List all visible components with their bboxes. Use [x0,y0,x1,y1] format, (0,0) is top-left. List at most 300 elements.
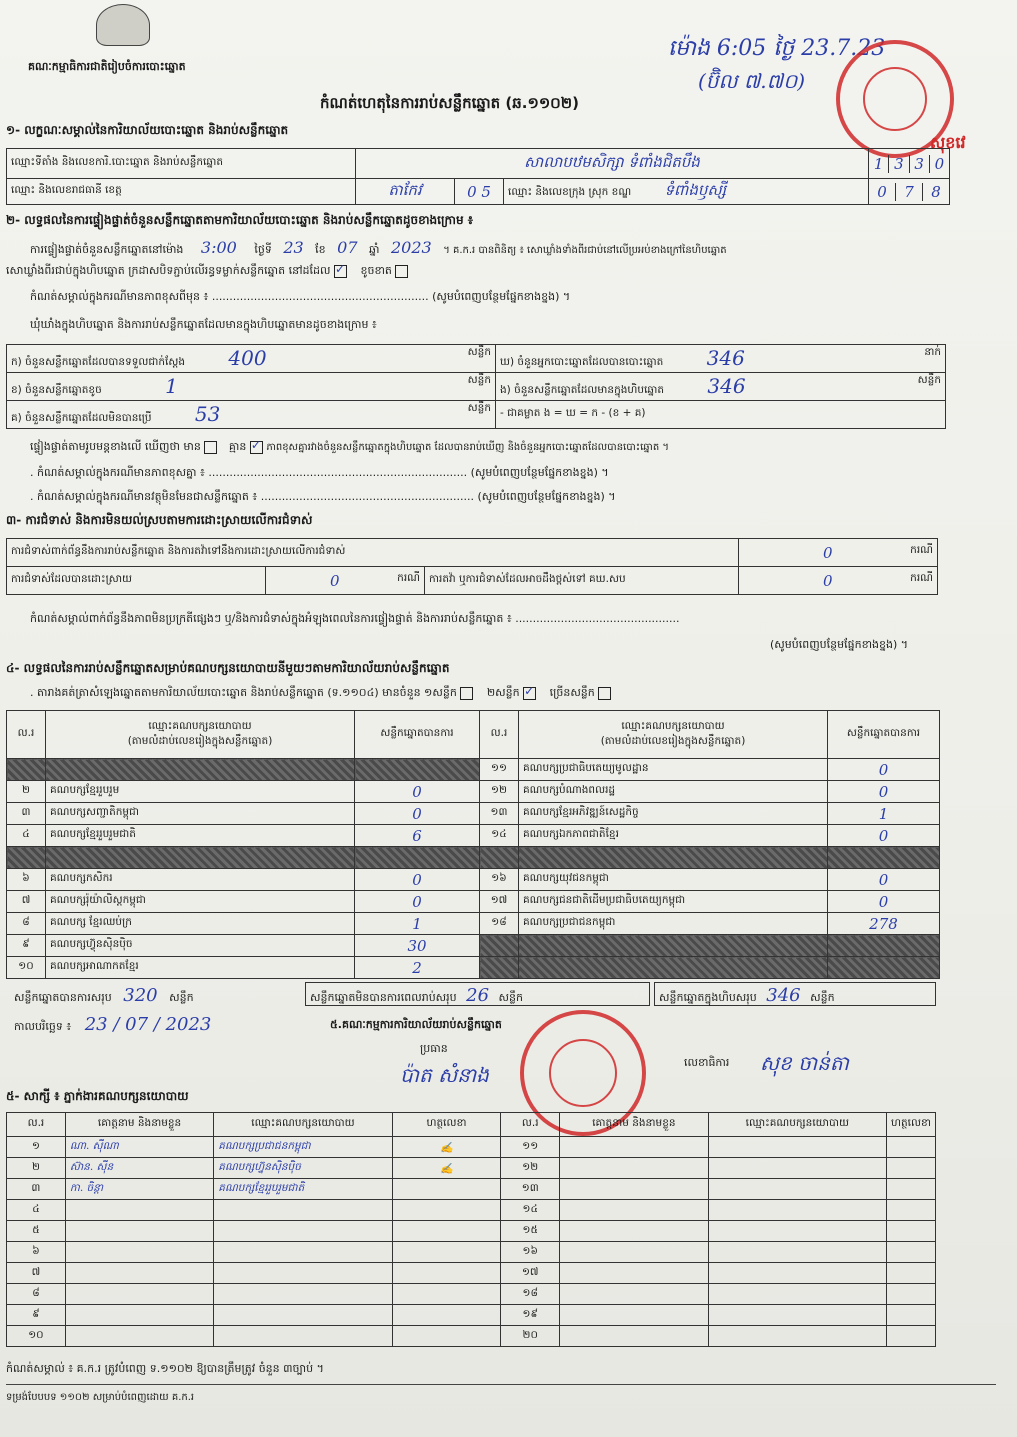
table-row [7,1284,936,1305]
witness-no-cell: ៦ [7,1242,66,1263]
text: កាលបរិច្ឆេទ ៖ [14,1020,72,1033]
party-votes-cell: 0 [828,781,940,803]
counts-table [6,344,946,429]
party-no-cell: ៧ [7,891,46,913]
text: ឃ) ចំនួនអ្នកបោះឆ្នោតដែលបានបោះឆ្នោត [500,356,664,368]
witness-empty-cell [887,1284,936,1305]
witness-name-cell [65,1305,213,1326]
text: ច្រើនសន្លឹក [549,686,595,699]
province-value: តាកែវ [356,179,455,205]
table-row [7,1179,936,1200]
code-digit: 0 [934,154,945,173]
witness-empty-cell [560,1263,708,1284]
party-votes-cell: 0 [355,891,480,913]
party-party-cell: គណបក្សអាណាកតខ្មែរ [46,957,355,979]
party-no-cell: ១៣ [480,803,519,825]
witness-party-cell [214,1200,392,1221]
stamp-label: សុខវេ [930,133,966,152]
text: សោឃ្លាំងពីរជាប់ក្នុងហិបឆ្នោត ក្រដាសបិទភ្ជាប់លើរន្ធទម្លាក់សន្លឹកឆ្នោត នៅដដែល [6,264,331,277]
witness-sign-cell [392,1179,501,1200]
many-sheets-checkbox[interactable] [598,687,611,700]
party-votes-cell [828,957,940,979]
text: សន្លឹក [169,991,194,1004]
text: ២សន្លឹក [486,686,520,699]
party-party-cell: គណបក្សបំណាងពលរដ្ឋ [519,781,828,803]
text: ករណី [910,543,933,556]
committee-label: ៥.គណៈកម្មការការិយាល័យរាប់សន្លឹកឆ្នោត [330,1018,502,1031]
witness-name-cell [65,1242,213,1263]
party-no-cell [7,759,46,781]
invalid-box [305,982,650,1006]
witness-empty-cell [560,1221,708,1242]
table-row [7,759,940,781]
party-no-cell: ៩ [7,935,46,957]
text: គ) ចំនួនសន្លឹកឆ្នោតដែលមិនបានប្រើ [11,412,152,424]
handwritten-note: (ប៊ិល ៧.៧០) [698,69,806,93]
col-party [46,711,355,759]
witness-no2-cell: ១៤ [501,1200,560,1221]
text: សន្លឹក [467,374,491,386]
witness-no-cell: ៧ [7,1263,66,1284]
code-digit: 0 [869,183,896,201]
table-row [7,1158,936,1179]
section1-heading: ១- លក្ខណៈសម្គាល់នៃការិយាល័យបោះឆ្នោត និងរាប់សន្លឹកឆ្នោត [6,123,289,137]
witness-sign-cell [392,1242,501,1263]
witness-empty-cell [887,1179,936,1200]
objections-table [6,538,938,595]
party-no-cell: ១០ [7,957,46,979]
code-digit: 7 [896,183,923,201]
party-no-cell [480,935,519,957]
party-party-cell [46,759,355,781]
party-party-cell: គណបក្សហ៊្វុនស៊ិនប៉ិច [46,935,355,957]
count-a [7,345,496,373]
table-row [7,1200,936,1221]
party-party-cell [46,847,355,869]
party-no-cell: ៣ [7,803,46,825]
witness-table [6,1112,936,1347]
emblem-icon [96,4,150,46]
party-party-cell: គណបក្សប្រជាធិបតេយ្យមូលដ្ឋាន [519,759,828,781]
box-total-value: 346 [766,985,801,1006]
text: សន្លឹក [810,991,835,1004]
e-value: 346 [707,374,746,398]
appeal-value: 0 [823,571,833,590]
text: ខូចខាត [360,264,392,277]
date-line [14,1014,211,1036]
party-no-cell: ១៨ [480,913,519,935]
party-no-cell [7,847,46,869]
witness-empty-cell [887,1200,936,1221]
witness-empty-cell [560,1200,708,1221]
witness-empty-cell [887,1305,936,1326]
objection-label: ការជំទាស់ពាក់ព័ន្ធនឹងការរាប់សន្លឹកឆ្នោត និងការតវ៉ាទៅនឹងការដោះស្រាយលើការជំទាស់ [7,539,739,567]
party-no-cell: ១២ [480,781,519,803]
party-votes-cell [355,847,480,869]
party-votes-cell: 30 [355,935,480,957]
witness-name-cell: ណា. ស៊ីណា [65,1137,213,1158]
objection-count [739,539,938,567]
text: (តាមលំដាប់លេខរៀងក្នុងសន្លឹកឆ្នោត) [127,734,273,747]
text: ក) ចំនួនសន្លឹកឆ្នោតដែលបានទទួលជាក់ស្តែង [11,356,186,368]
party-no-cell: ៦ [7,869,46,891]
party-party-cell: គណបក្សខ្មែររួបរួមជាតិ [46,825,355,847]
commission-name: គណៈកម្មាធិការជាតិរៀបចំការបោះឆ្នោត [28,60,186,73]
month-value: 07 [337,238,358,257]
count-e [496,373,946,401]
party-party-cell: គណបក្សខ្មែរអភិវឌ្ឍន៍សេដ្ឋកិច្ច [519,803,828,825]
text: ករណី [397,571,420,584]
party-party-cell: គណបក្សប្រជាជនកម្ពុជា [519,913,828,935]
witness-empty-cell [708,1263,886,1284]
party-votes-cell: 6 [355,825,480,847]
witness-no2-cell: ១៩ [501,1305,560,1326]
text: សន្លឹក [467,346,491,358]
party-no-cell: ១៦ [480,869,519,891]
table-row [7,803,940,825]
party-no-cell: ២ [7,781,46,803]
text: ង) ចំនួនសន្លឹកឆ្នោតដែលមានក្នុងហិបឆ្នោត [500,384,665,396]
chair-label: ប្រធាន [420,1042,448,1055]
text: . តារាងគត់ត្រាសំឡេងឆ្នោតតាមការិយាល័យបោះឆ្នោត និងរាប់សន្លឹកឆ្នោត (ទ.១១០៤) មានចំនួន ១សន្លឹក [30,686,457,699]
witness-party-cell [214,1326,392,1347]
witness-no2-cell: ១៣ [501,1179,560,1200]
party-votes-cell [828,847,940,869]
day-value: 23 [283,238,304,257]
text: ថ្ងៃទី [254,243,272,256]
party-party-cell [519,935,828,957]
witness-no-cell: ៩ [7,1305,66,1326]
tally-sheet-line [30,686,611,702]
witness-party-cell: គណបក្សខ្មែររួបរួមជាតិ [214,1179,392,1200]
code-digit: 3 [889,155,909,173]
col-no: ល.រ [480,711,519,759]
form-footer: ទម្រង់បែបបទ ១១០២ សម្រាប់បំពេញដោយ គ.ក.រ [6,1392,195,1403]
witness-no2-cell: ១២ [501,1158,560,1179]
has-difference-checkbox[interactable] [204,441,217,454]
witness-no2-cell: ២០ [501,1326,560,1347]
col-sign: ហត្ថលេខា [887,1113,936,1137]
witness-name-cell: ស៊ាន. ស៊ីន [65,1158,213,1179]
witness-sign-cell [392,1263,501,1284]
text: ឈ្មោះគណបក្សនយោបាយ [621,719,725,732]
table-row [7,1137,936,1158]
table-row [7,913,940,935]
commune-cell [504,179,869,205]
commune-code [869,179,950,205]
witness-party-cell: គណបក្សប្រជាជនកម្ពុជា [214,1137,392,1158]
witness-party-cell [214,1221,392,1242]
witness-sign-cell: ✍ [392,1137,501,1158]
totals-line [14,985,194,1007]
party-results-table [6,710,940,979]
party-votes-cell: 1 [828,803,940,825]
formula: - ជាគម្លាត ង = ឃ = ក - (ខ + គ) [496,401,946,429]
witness-empty-cell [708,1221,886,1242]
witness-name-cell: កា. ចិន្តា [65,1179,213,1200]
footnote: កំណត់សម្គាល់ ៖ គ.ក.រ ត្រូវបំពេញ ទ.១១០២ ឱ្យបានត្រឹមត្រូវ ចំនួន ៣ច្បាប់ ។ [6,1362,324,1375]
text: ភាពខុសគ្នារវាងចំនួនសន្លឹកឆ្នោតក្នុងហិបឆ្នោត ដែលបានរាប់ឃើញ និងចំនួនអ្នកបោះឆ្នោតដែលបានបោះឆ្នោត ។ [266,442,669,453]
witness-sign-cell [392,1200,501,1221]
party-votes-cell: 2 [355,957,480,979]
table-row [7,957,940,979]
text: សន្លឹក [467,402,491,414]
witness-no-cell: ២ [7,1158,66,1179]
witness-party-cell [214,1263,392,1284]
col-votes: សន្លឹកឆ្នោតបានការ [828,711,940,759]
witness-no-cell: ១ [7,1137,66,1158]
witness-empty-cell [560,1137,708,1158]
witness-empty-cell [708,1284,886,1305]
party-party-cell: គណបក្ស ខ្មែរឈប់ក្រ [46,913,355,935]
col-party [519,711,828,759]
location-value: សាលាបឋមសិក្សា ទំពាំងជិតបឹង [356,149,869,179]
party-party-cell: គណបក្សកសិករ [46,869,355,891]
witness-sign-cell: ✍ [392,1158,501,1179]
col-votes: សន្លឹកឆ្នោតបានការ [355,711,480,759]
seal-line [6,264,408,280]
appeal-label: ការតវ៉ា ឬការជំទាស់ដែលអាចដឹងថ្ពស់ទៅ គឃ.សប [425,567,739,595]
witness-empty-cell [887,1137,936,1158]
location-code [869,149,950,179]
seal-note: កំណត់សម្គាល់ក្នុងករណីមានភាពខុសពីមុន ៖ .............................................................. (សូមបំពេញបន្ថែមផ្នែកខាងខ្នង) ។ [30,290,571,303]
witness-empty-cell [708,1200,886,1221]
col-no: ល.រ [7,1113,66,1137]
witness-no-cell: ៣ [7,1179,66,1200]
party-no-cell: ៨ [7,913,46,935]
party-votes-cell: 0 [828,759,940,781]
witness-no2-cell: ១៥ [501,1221,560,1242]
section2-heading: ២- លទ្ធផលនៃការផ្ទៀងផ្ទាត់ចំនួនសន្លឹកឆ្នោតតាមការិយាល័យបោះឆ្នោត និងរាប់សន្លឹកឆ្នោតដូចខាងក្រោម ៖ [6,213,474,227]
c-value: 53 [194,402,221,426]
party-votes-cell: 0 [355,869,480,891]
date-value: 23 / 07 / 2023 [84,1014,212,1035]
col-party: ឈ្មោះគណបក្សនយោបាយ [214,1113,392,1137]
witness-empty-cell [560,1242,708,1263]
text: សន្លឹកឆ្នោតបានការសរុប [14,991,112,1004]
witness-empty-cell [560,1326,708,1347]
col-sign: ហត្ថលេខា [392,1113,501,1137]
table-row [7,1326,936,1347]
province-label: ឈ្មោះ និងលេខរាជធានី ខេត្ត [7,179,356,205]
party-no-cell: ៤ [7,825,46,847]
year-value: 2023 [391,238,432,257]
witness-no-cell: ៤ [7,1200,66,1221]
secretary-signature: សុខ ចាន់តា [760,1051,849,1075]
invalid-total: 26 [466,985,490,1006]
chair-signature: ប៉ាត សំនាង [400,1063,489,1087]
party-party-cell: គណបក្សខ្មែររួបរួម [46,781,355,803]
commune-value: ទំពាំងឫស្សី [664,180,727,199]
witness-name-cell [65,1263,213,1284]
party-party-cell: គណបក្សសញ្ជាតិកម្ពុជា [46,803,355,825]
intact-checkbox[interactable] [334,265,347,278]
section5-heading: ៥- សាក្សី ៖ ភ្នាក់ងារគណបក្សនយោបាយ [6,1089,189,1103]
table-row [7,825,940,847]
table-row [7,869,940,891]
party-votes-cell: 0 [355,803,480,825]
witness-empty-cell [887,1158,936,1179]
damaged-checkbox[interactable] [395,265,408,278]
box-total [654,982,936,1006]
party-votes-cell: 0 [828,825,940,847]
text: ឈ្មោះគណបក្សនយោបាយ [148,719,252,732]
table-row [7,935,940,957]
party-no-cell [480,957,519,979]
table-row [7,891,940,913]
form-title: កំណត់ហេតុនៃការរាប់សន្លឹកឆ្នោត (ឆ.១១០២) [320,94,580,112]
text: សន្លឹក [917,374,941,386]
no-difference-checkbox[interactable] [250,441,263,454]
count-c [7,401,496,429]
text: ឆ្នាំ [369,243,380,256]
text: ករណី [910,571,933,584]
valid-total: 320 [123,985,158,1006]
witness-name-cell [65,1326,213,1347]
verification-line [30,238,990,259]
text: ខ) ចំនួនសន្លឹកឆ្នោតខូច [11,384,102,396]
party-votes-cell: 0 [355,781,480,803]
commune-label: ឈ្មោះ និងលេខក្រុង ស្រុក ខណ្ឌ [508,185,632,198]
party-party-cell [519,847,828,869]
witness-empty-cell [560,1284,708,1305]
witness-empty-cell [560,1305,708,1326]
count-b [7,373,496,401]
col-no: ល.រ [501,1113,560,1137]
one-sheet-checkbox[interactable] [460,687,473,700]
code-digit: 3 [910,155,930,173]
party-party-cell: គណបក្សឯកភាពជាតិខ្មែរ [519,825,828,847]
witness-empty-cell [887,1263,936,1284]
party-no-cell: ១៧ [480,891,519,913]
table-row [7,1305,936,1326]
code-digit: 1 [869,155,889,173]
table-row [7,781,940,803]
handwritten-time: ម៉ោង 6:05 ថ្ងៃ 23.7.23 [668,36,886,61]
col-name: គោត្តនាម និងនាមខ្លួន [560,1113,708,1137]
appeal-count [739,567,938,595]
table-row [7,847,940,869]
irregularity-note: កំណត់សម្គាល់ពាក់ព័ន្ធនឹងភាពមិនប្រក្រតីផ្សេងៗ ឬ/និងការជំទាស់ក្នុងអំឡុងពេលនៃការផ្ទៀងផ្ទាត់ និងការរាប់សន្លឹកឆ្នោត ៖ ............................................... [30,612,680,625]
witness-no-cell: ៨ [7,1284,66,1305]
time-value: 3:00 [200,238,237,257]
table-row [7,1221,936,1242]
text: គ្មាន [228,440,247,453]
witness-empty-cell [560,1179,708,1200]
footer-line [6,1384,996,1385]
witness-no-cell: ១០ [7,1326,66,1347]
witness-empty-cell [887,1242,936,1263]
text: ផ្ទៀងផ្ទាត់តាមរូបមន្តខាងលើ ឃើញថា មាន [30,440,201,453]
b-value: 1 [165,374,178,398]
text: ខែ [315,243,326,256]
text: នាក់ [924,346,941,358]
party-no-cell: ១១ [480,759,519,781]
text: ។ គ.ក.រ បានពិនិត្យ ៖ សោឃ្លាំងទាំងពីរជាប់នៅលើប្រអប់ខាងក្រៅនៃហិបឆ្នោត [443,245,727,256]
secretary-label: លេខាធិការ [684,1056,730,1069]
text: (តាមលំដាប់លេខរៀងក្នុងសន្លឹកឆ្នោត) [600,734,746,747]
party-no-cell [480,847,519,869]
col-party: ឈ្មោះគណបក្សនយោបាយ [708,1113,886,1137]
code-digit: 8 [931,182,941,201]
party-votes-cell [355,759,480,781]
two-sheets-checkbox[interactable] [523,687,536,700]
witness-empty-cell [887,1221,936,1242]
a-value: 400 [228,346,267,370]
irregularity-note-end: (សូមបំពេញបន្ថែមផ្នែកខាងខ្នង) ។ [770,638,909,651]
text: សន្លឹក [498,991,523,1004]
witness-party-cell [214,1242,392,1263]
party-votes-cell: 278 [828,913,940,935]
section4-heading: ៤- លទ្ធផលនៃការរាប់សន្លឹកឆ្នោតសម្រាប់គណបក្សនយោបាយនីមួយៗតាមការិយាល័យរាប់សន្លឹកឆ្នោត [6,661,450,675]
difference-check [30,440,669,456]
resolved-count [266,567,425,595]
location-label: ឈ្មោះទីតាំង និងលេខការិ.បោះឆ្នោត និងរាប់សន្លឹកឆ្នោត [7,149,356,179]
witness-empty-cell [708,1179,886,1200]
party-no-cell: ១៤ [480,825,519,847]
witness-sign-cell [392,1326,501,1347]
witness-empty-cell [708,1137,886,1158]
witness-party-cell [214,1284,392,1305]
witness-no-cell: ៥ [7,1221,66,1242]
witness-name-cell [65,1284,213,1305]
witness-sign-cell [392,1284,501,1305]
witness-name-cell [65,1200,213,1221]
province-code: 0 5 [455,179,504,205]
witness-no2-cell: ១៨ [501,1284,560,1305]
text: ការផ្ទៀងផ្ទាត់ចំនួនសន្លឹកឆ្នោតនៅម៉ោង [30,243,184,256]
d-value: 346 [706,346,745,370]
witness-party-cell: គណបក្សហ្វ៊ុនស៊ិនប៉ិច [214,1158,392,1179]
party-votes-cell [828,935,940,957]
witness-empty-cell [887,1326,936,1347]
witness-no2-cell: ១៧ [501,1263,560,1284]
location-table [6,148,950,205]
count-d [496,345,946,373]
resolved-label: ការជំទាស់ដែលបានដោះស្រាយ [7,567,266,595]
witness-empty-cell [560,1158,708,1179]
table-row [7,1242,936,1263]
witness-party-cell [214,1305,392,1326]
witness-sign-cell [392,1305,501,1326]
text: សន្លឹកឆ្នោតក្នុងហិបសរុប [659,991,757,1004]
difference-note: . កំណត់សម្គាល់ក្នុងករណីមានភាពខុសគ្នា ៖ .......................................................................... (សូមបំពេញបន្ថែមផ្នែកខាងខ្នង) ។ [30,466,609,479]
party-party-cell: គណបក្សជនជាតិដើមប្រជាធិបតេយ្យកម្ពុជា [519,891,828,913]
witness-empty-cell [708,1158,886,1179]
witness-empty-cell [708,1326,886,1347]
party-votes-cell: 0 [828,891,940,913]
witness-empty-cell [708,1305,886,1326]
resolved-value: 0 [330,571,340,590]
party-party-cell [519,957,828,979]
witness-sign-cell [392,1221,501,1242]
col-name: គោត្តនាម និងនាមខ្លួន [65,1113,213,1137]
table-row [7,1263,936,1284]
party-party-cell: គណបក្សយុវជនកម្ពុជា [519,869,828,891]
witness-empty-cell [708,1242,886,1263]
col-no: ល.រ [7,711,46,759]
foreign-object-note: . កំណត់សម្គាល់ក្នុងករណីមានវត្ថុមិនមែនជាសន្លឹកឆ្នោត ៖ ............................................................. (សូមបំពេញបន្ថែមផ្នែកខាងខ្នង) ។ [30,490,616,503]
witness-name-cell [65,1221,213,1242]
party-votes-cell: 1 [355,913,480,935]
ballot-box-line: ឃុំឃាំងក្នុងហិបឆ្នោត និងការរាប់សន្លឹកឆ្នោតដែលមានក្នុងហិបឆ្នោតមានដូចខាងក្រោម ៖ [30,318,377,331]
party-votes-cell: 0 [828,869,940,891]
witness-no2-cell: ១១ [501,1137,560,1158]
text: សន្លឹកឆ្នោតមិនបានការពេលរាប់សរុប [310,991,457,1004]
objection-value: 0 [823,543,833,562]
section3-heading: ៣- ការជំទាស់ និងការមិនយល់ស្របតាមការដោះស្រាយលើការជំទាស់ [6,513,313,527]
party-party-cell: គណបក្សរ៉ុយ៉ាលិស្តកម្ពុជា [46,891,355,913]
